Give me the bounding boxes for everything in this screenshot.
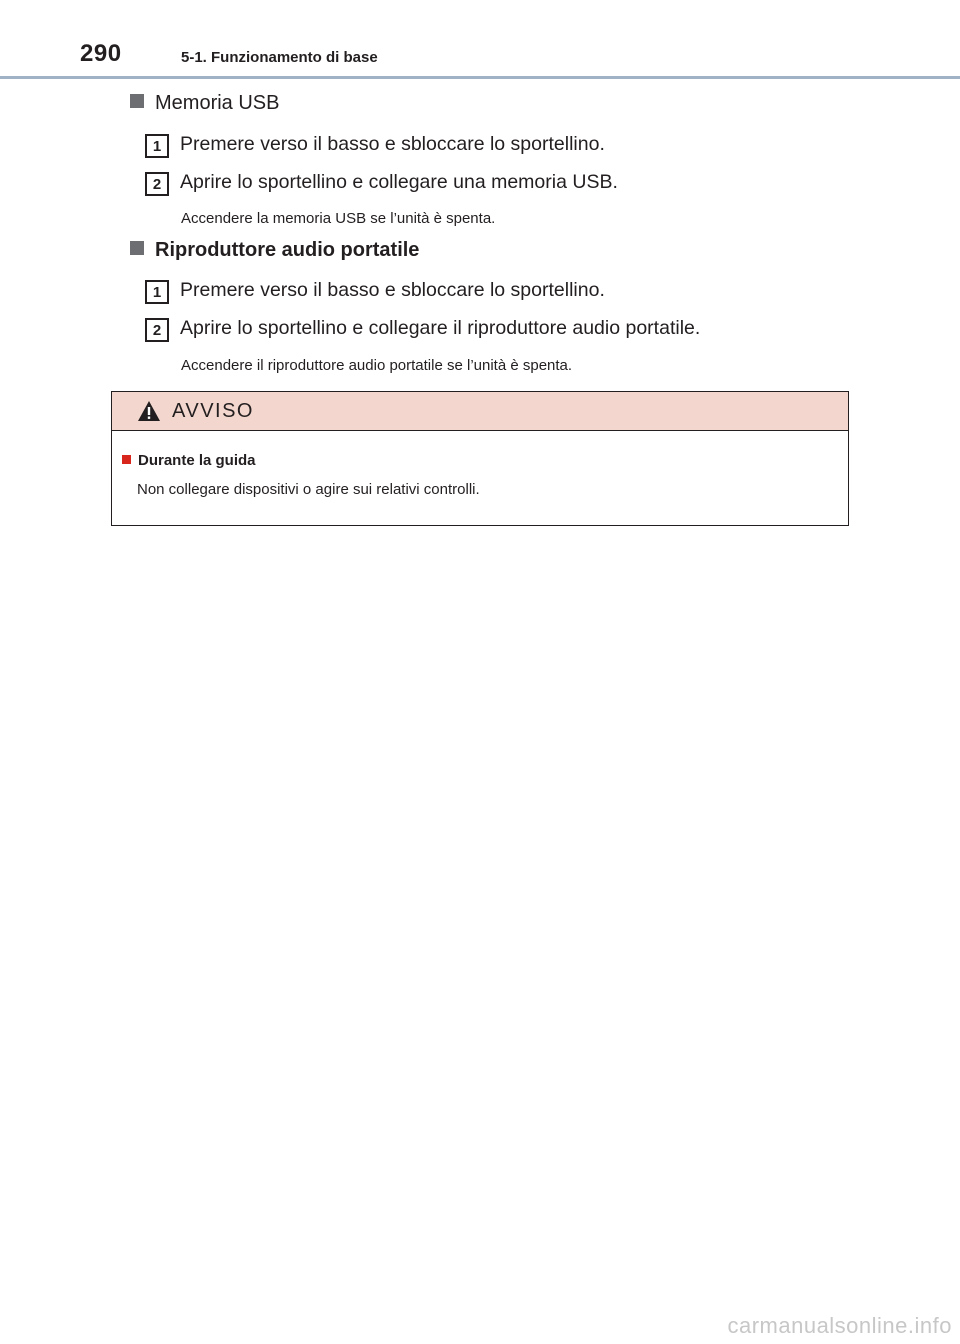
caution-box	[111, 391, 849, 526]
step-text: Aprire lo sportellino e collegare il riproduttore audio portatile.	[180, 317, 701, 339]
square-bullet-icon	[130, 94, 144, 108]
step-number-badge: 2	[145, 172, 169, 196]
page-number: 290	[80, 40, 122, 67]
step-number-badge: 1	[145, 134, 169, 158]
square-bullet-icon	[130, 241, 144, 255]
step-number-badge: 1	[145, 280, 169, 304]
section-heading-portable-player: Riproduttore audio portatile	[130, 239, 419, 262]
caution-title: AVVISO	[172, 400, 254, 422]
page-header	[0, 0, 960, 80]
watermark: carmanualsonline.info	[727, 1313, 952, 1338]
warning-triangle-icon	[137, 400, 161, 422]
header-divider	[0, 76, 960, 79]
caution-header	[112, 392, 848, 431]
red-square-bullet-icon	[122, 455, 131, 464]
chapter-title: 5-1. Funzionamento di base	[181, 49, 378, 66]
caution-item-text: Non collegare dispositivi o agire sui relativi controlli.	[137, 481, 480, 498]
step-text: Aprire lo sportellino e collegare una memoria USB.	[180, 171, 618, 193]
note-portable-power: Accendere il riproduttore audio portatile se l’unità è spenta.	[181, 357, 573, 374]
step-number-badge: 2	[145, 318, 169, 342]
section-heading-usb-memory: Memoria USB	[130, 92, 279, 115]
step-text: Premere verso il basso e sbloccare lo sportellino.	[180, 279, 605, 301]
step-text: Premere verso il basso e sbloccare lo sportellino.	[180, 133, 605, 155]
note-usb-power: Accendere la memoria USB se l’unità è spenta.	[181, 210, 496, 227]
caution-item-heading: Durante la guida	[122, 452, 256, 469]
